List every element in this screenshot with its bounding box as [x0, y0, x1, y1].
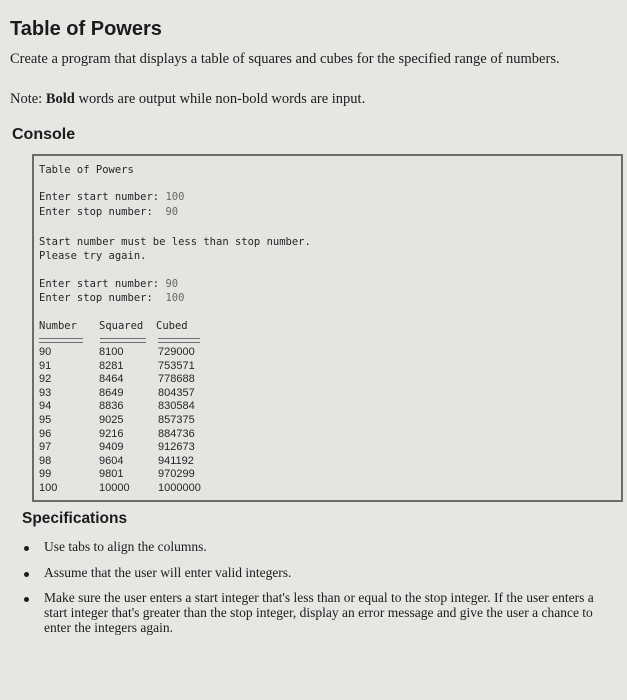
console-line [39, 278, 178, 290]
spec-item: Assume that the user will enter valid integers. [44, 565, 292, 580]
bullet-icon [24, 572, 29, 577]
number-cell: 90 [39, 346, 52, 358]
note-text: words are output while non-bold words are input. [78, 91, 366, 107]
squared-cell: 8464 [99, 373, 124, 386]
squared-cell: 8281 [99, 359, 124, 372]
console-title: Table of Powers [39, 164, 134, 176]
spec-item: Make sure the user enters a start integer that's less than or equal to the stop integer. If the user enters a start integer that's greater than the stop integer, display an error message and give the user a chance to enter the integers again. [44, 590, 594, 635]
cubed-cell: 753571 [158, 359, 195, 372]
prompt-stop: Enter stop number: [39, 292, 153, 304]
cubed-cell: 884736 [158, 427, 195, 440]
page-description: Create a program that displays a table of squares and cubes for the specified range of numbers. [10, 51, 560, 67]
squared-cell: 9801 [99, 468, 124, 481]
input-value: 100 [165, 191, 185, 203]
prompt-stop: Enter stop number: [39, 206, 153, 218]
bullet-icon [24, 546, 29, 551]
page-title: Table of Powers [10, 18, 162, 40]
cubed-cell: 830584 [158, 400, 195, 413]
column-header-number: Number [39, 320, 77, 332]
number-cell: 99 [39, 468, 52, 481]
squared-cell: 9025 [99, 414, 124, 426]
cubed-cell: 804357 [158, 386, 195, 399]
squared-cell: 9604 [99, 454, 124, 467]
number-cell: 97 [39, 441, 52, 454]
number-cell: 93 [39, 386, 52, 399]
header-underline [100, 338, 146, 343]
console-line [39, 292, 184, 304]
cubed-cell: 729000 [158, 346, 195, 358]
input-value: 90 [165, 206, 179, 218]
squared-cell: 10000 [99, 482, 130, 494]
console-box [32, 154, 623, 502]
squared-cell: 8100 [99, 346, 124, 358]
retry-message: Please try again. [39, 250, 147, 262]
spec-item: Use tabs to align the columns. [44, 539, 207, 554]
number-cell: 98 [39, 454, 52, 467]
number-cell: 94 [39, 400, 52, 413]
prompt-start: Enter start number: [39, 191, 160, 203]
prompt-start: Enter start number: [39, 278, 160, 290]
number-cell: 91 [39, 359, 52, 372]
column-header-squared: Squared [99, 320, 144, 332]
header-underline [39, 338, 83, 343]
cubed-cell: 941192 [158, 454, 194, 467]
squared-cell: 9409 [99, 441, 124, 454]
header-underline [158, 338, 200, 343]
cubed-cell: 1000000 [158, 482, 201, 494]
cubed-cell: 912673 [158, 441, 195, 454]
console-line [39, 206, 178, 218]
specifications-heading: Specifications [22, 510, 128, 527]
input-value: 100 [165, 292, 185, 304]
cubed-cell: 970299 [158, 468, 195, 481]
error-message: Start number must be less than stop number. [39, 236, 311, 248]
number-cell: 100 [39, 482, 58, 494]
number-cell: 95 [39, 414, 52, 426]
column-header-cubed: Cubed [156, 320, 188, 332]
console-line [39, 191, 184, 203]
squared-cell: 9216 [99, 427, 124, 440]
number-cell: 96 [39, 427, 52, 440]
console-heading: Console [12, 126, 76, 143]
squared-cell: 8836 [99, 400, 124, 413]
note-bold-word: Bold [45, 91, 75, 107]
input-value: 90 [165, 278, 179, 290]
number-cell: 92 [39, 373, 52, 386]
squared-cell: 8649 [99, 386, 124, 399]
cubed-cell: 857375 [158, 414, 195, 426]
note-prefix: Note: [10, 91, 43, 107]
note [10, 91, 365, 108]
bullet-icon [24, 597, 29, 602]
cubed-cell: 778688 [158, 373, 195, 386]
